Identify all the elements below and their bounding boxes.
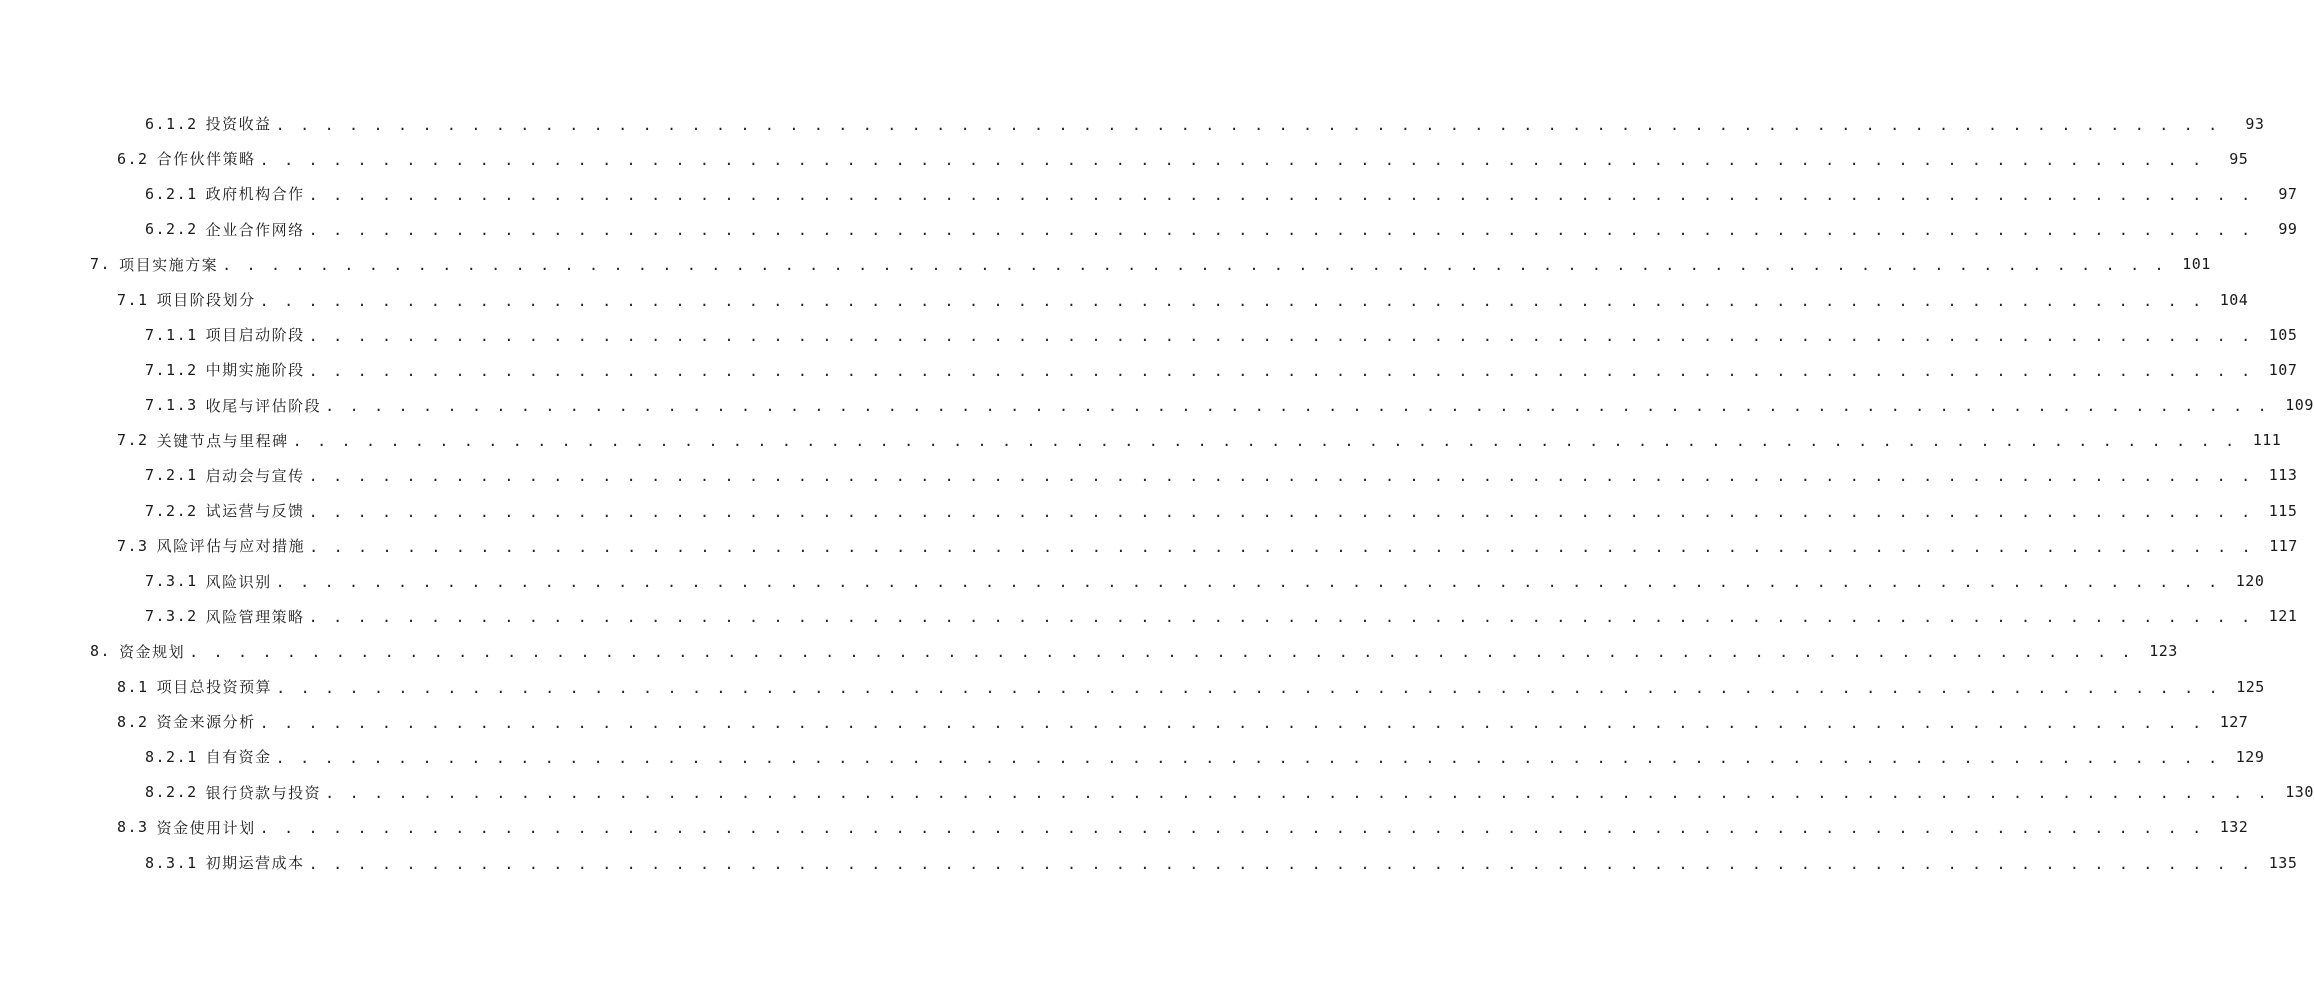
- toc-entry-page-number: 132: [2219, 818, 2249, 837]
- toc-entry-number: 7.1.2: [145, 360, 198, 379]
- toc-entry[interactable]: [0, 106, 2265, 141]
- toc-entry-number: 8.3.1: [145, 853, 198, 872]
- toc-entry-page-number: 113: [2268, 466, 2298, 485]
- toc-entry-number: 8.2: [117, 712, 149, 731]
- toc-entry-page-number: 115: [2268, 501, 2298, 520]
- toc-entry-number: 8.3: [117, 818, 149, 837]
- toc-entry[interactable]: [0, 176, 2298, 211]
- dot-leader: . . . . . . . . . . . . . . . . . . . . . . . . . . . . . . . . . . . . . . . . . . . . . . . . . . . . . . . . . . . . . . . . . . . . . . . . . . . . . . . .: [325, 784, 2270, 803]
- toc-entry-title: 投资收益: [205, 115, 272, 134]
- toc-entry-page-number: 104: [2219, 290, 2249, 309]
- dot-leader: . . . . . . . . . . . . . . . . . . . . . . . . . . . . . . . . . . . . . . . . . . . . . . . . . . . . . . . . . . . . . . . . . . . . . . . . . . . . . . . .: [308, 608, 2254, 627]
- toc-entry[interactable]: [0, 739, 2265, 774]
- dot-leader: . . . . . . . . . . . . . . . . . . . . . . . . . . . . . . . . . . . . . . . . . . . . . . . . . . . . . . . . . . . . . . . . . . . . . . . . . . . . . . . .: [275, 573, 2221, 592]
- toc-entry-title: 关键节点与里程碑: [156, 431, 289, 450]
- toc-entry-number: 8.2.2: [145, 783, 198, 802]
- toc-entry-title: 资金来源分析: [156, 713, 256, 732]
- toc-entry-number: 6.2.2: [145, 220, 198, 239]
- toc-entry-title: 政府机构合作: [205, 185, 305, 204]
- toc-entry-number: 7.3.2: [145, 607, 198, 626]
- dot-leader: . . . . . . . . . . . . . . . . . . . . . . . . . . . . . . . . . . . . . . . . . . . . . . . . . . . . . . . . . . . . . . . . . . . . . . . . . . . . . . . .: [325, 397, 2270, 416]
- toc-entry[interactable]: [0, 458, 2298, 493]
- toc-entry[interactable]: [0, 704, 2249, 739]
- toc-entry-number: 7.2.2: [145, 501, 198, 520]
- toc-entry-title: 初期运营成本: [205, 854, 305, 873]
- toc-entry-number: 7.: [90, 255, 112, 274]
- toc-entry-page-number: 99: [2278, 220, 2298, 239]
- toc-entry-number: 6.1.2: [145, 114, 198, 133]
- dot-leader: . . . . . . . . . . . . . . . . . . . . . . . . . . . . . . . . . . . . . . . . . . . . . . . . . . . . . . . . . . . . . . . . . . . . . . . . . . . . . . . .: [276, 678, 2221, 697]
- toc-entry-title: 启动会与宣传: [205, 466, 305, 485]
- toc-entry-title: 风险管理策略: [205, 607, 305, 626]
- toc-entry-number: 7.3.1: [145, 572, 198, 591]
- toc-entry-title: 项目启动阶段: [205, 326, 305, 345]
- dot-leader: . . . . . . . . . . . . . . . . . . . . . . . . . . . . . . . . . . . . . . . . . . . . . . . . . . . . . . . . . . . . . . . . . . . . . . . . . . . . . . . .: [259, 713, 2205, 732]
- toc-entry[interactable]: [0, 141, 2249, 176]
- toc-entry-page-number: 109: [2285, 396, 2314, 415]
- toc-entry[interactable]: [0, 599, 2298, 634]
- toc-entry-title: 中期实施阶段: [205, 361, 305, 380]
- dot-leader: . . . . . . . . . . . . . . . . . . . . . . . . . . . . . . . . . . . . . . . . . . . . . . . . . . . . . . . . . . . . . . . . . . . . . . . . . . . . . . . .: [308, 502, 2254, 521]
- toc-entry-title: 自有资金: [205, 748, 272, 767]
- toc-entry-page-number: 121: [2268, 607, 2298, 626]
- toc-entry[interactable]: [0, 493, 2298, 528]
- dot-leader: . . . . . . . . . . . . . . . . . . . . . . . . . . . . . . . . . . . . . . . . . . . . . . . . . . . . . . . . . . . . . . . . . . . . . . . . . . . . . . . .: [189, 643, 2134, 662]
- toc-entry-page-number: 93: [2245, 114, 2265, 133]
- toc-entry-page-number: 101: [2182, 255, 2211, 274]
- toc-entry-page-number: 130: [2285, 783, 2314, 802]
- toc-entry-number: 7.3: [117, 536, 149, 555]
- dot-leader: . . . . . . . . . . . . . . . . . . . . . . . . . . . . . . . . . . . . . . . . . . . . . . . . . . . . . . . . . . . . . . . . . . . . . . . . . . . . . . . .: [308, 221, 2254, 240]
- toc-entry-title: 银行贷款与投资: [205, 783, 322, 802]
- toc-entry-page-number: 95: [2229, 149, 2249, 168]
- dot-leader: . . . . . . . . . . . . . . . . . . . . . . . . . . . . . . . . . . . . . . . . . . . . . . . . . . . . . . . . . . . . . . . . . . . . . . . . . . . . . . . .: [308, 854, 2254, 873]
- toc-entry-page-number: 107: [2268, 360, 2298, 379]
- toc-entry[interactable]: [0, 669, 2265, 704]
- dot-leader: . . . . . . . . . . . . . . . . . . . . . . . . . . . . . . . . . . . . . . . . . . . . . . . . . . . . . . . . . . . . . . . . . . . . . . . . . . . . . . . .: [292, 432, 2238, 451]
- toc-entry-title: 项目总投资预算: [156, 678, 273, 697]
- toc-entry-number: 7.2: [117, 431, 149, 450]
- toc-entry-title: 企业合作网络: [205, 220, 305, 239]
- toc-entry-page-number: 97: [2278, 184, 2298, 203]
- toc-entry[interactable]: [0, 845, 2298, 880]
- toc-entry-number: 8.1: [117, 677, 149, 696]
- toc-entry[interactable]: [0, 212, 2298, 247]
- toc-entry-title: 风险识别: [205, 572, 272, 591]
- toc-entry-number: 7.1: [117, 290, 149, 309]
- toc-entry[interactable]: [0, 282, 2249, 317]
- toc-entry[interactable]: [0, 352, 2298, 387]
- toc-entry-page-number: 120: [2235, 572, 2265, 591]
- toc-entry[interactable]: [0, 423, 2282, 458]
- toc-entry-number: 8.: [90, 642, 112, 661]
- toc-entry[interactable]: [0, 247, 2211, 282]
- table-of-contents: [0, 106, 2314, 880]
- toc-entry-page-number: 117: [2269, 536, 2298, 555]
- toc-entry-number: 6.2.1: [145, 184, 198, 203]
- toc-entry-title: 试运营与反馈: [205, 502, 305, 521]
- toc-entry-number: 7.1.3: [145, 396, 198, 415]
- toc-entry-page-number: 127: [2219, 712, 2249, 731]
- toc-entry-page-number: 123: [2149, 642, 2178, 661]
- toc-entry-page-number: 105: [2268, 325, 2298, 344]
- toc-entry-number: 8.2.1: [145, 747, 198, 766]
- toc-entry-title: 项目阶段划分: [156, 291, 256, 310]
- dot-leader: . . . . . . . . . . . . . . . . . . . . . . . . . . . . . . . . . . . . . . . . . . . . . . . . . . . . . . . . . . . . . . . . . . . . . . . . . . . . . . . .: [275, 115, 2221, 134]
- toc-entry-title: 风险评估与应对措施: [156, 537, 306, 556]
- dot-leader: . . . . . . . . . . . . . . . . . . . . . . . . . . . . . . . . . . . . . . . . . . . . . . . . . . . . . . . . . . . . . . . . . . . . . . . . . . . . . . . .: [222, 256, 2167, 275]
- dot-leader: . . . . . . . . . . . . . . . . . . . . . . . . . . . . . . . . . . . . . . . . . . . . . . . . . . . . . . . . . . . . . . . . . . . . . . . . . . . . . . . .: [308, 361, 2254, 380]
- toc-entry[interactable]: [0, 528, 2298, 563]
- toc-entry-page-number: 129: [2235, 747, 2265, 766]
- toc-entry-number: 6.2: [117, 149, 149, 168]
- toc-entry[interactable]: [0, 810, 2249, 845]
- dot-leader: . . . . . . . . . . . . . . . . . . . . . . . . . . . . . . . . . . . . . . . . . . . . . . . . . . . . . . . . . . . . . . . . . . . . . . . . . . . . . . . .: [308, 326, 2254, 345]
- toc-entry-page-number: 111: [2252, 431, 2282, 450]
- dot-leader: . . . . . . . . . . . . . . . . . . . . . . . . . . . . . . . . . . . . . . . . . . . . . . . . . . . . . . . . . . . . . . . . . . . . . . . . . . . . . . . .: [275, 748, 2221, 767]
- toc-entry[interactable]: [0, 563, 2265, 598]
- dot-leader: . . . . . . . . . . . . . . . . . . . . . . . . . . . . . . . . . . . . . . . . . . . . . . . . . . . . . . . . . . . . . . . . . . . . . . . . . . . . . . . .: [308, 185, 2254, 204]
- toc-entry-page-number: 125: [2236, 677, 2265, 696]
- toc-entry-number: 7.2.1: [145, 466, 198, 485]
- toc-entry-title: 项目实施方案: [119, 255, 219, 274]
- dot-leader: . . . . . . . . . . . . . . . . . . . . . . . . . . . . . . . . . . . . . . . . . . . . . . . . . . . . . . . . . . . . . . . . . . . . . . . . . . . . . . . .: [309, 537, 2254, 556]
- dot-leader: . . . . . . . . . . . . . . . . . . . . . . . . . . . . . . . . . . . . . . . . . . . . . . . . . . . . . . . . . . . . . . . . . . . . . . . . . . . . . . . .: [259, 819, 2205, 838]
- toc-entry[interactable]: [0, 634, 2178, 669]
- toc-entry-page-number: 135: [2268, 853, 2298, 872]
- toc-entry-title: 资金使用计划: [156, 818, 256, 837]
- toc-entry-title: 合作伙伴策略: [156, 150, 256, 169]
- dot-leader: . . . . . . . . . . . . . . . . . . . . . . . . . . . . . . . . . . . . . . . . . . . . . . . . . . . . . . . . . . . . . . . . . . . . . . . . . . . . . . . .: [259, 150, 2205, 169]
- toc-entry-title: 收尾与评估阶段: [205, 396, 322, 415]
- toc-entry-title: 资金规划: [119, 642, 186, 661]
- dot-leader: . . . . . . . . . . . . . . . . . . . . . . . . . . . . . . . . . . . . . . . . . . . . . . . . . . . . . . . . . . . . . . . . . . . . . . . . . . . . . . . .: [308, 467, 2254, 486]
- toc-entry[interactable]: [0, 775, 2314, 810]
- toc-entry[interactable]: [0, 317, 2298, 352]
- toc-entry[interactable]: [0, 388, 2314, 423]
- dot-leader: . . . . . . . . . . . . . . . . . . . . . . . . . . . . . . . . . . . . . . . . . . . . . . . . . . . . . . . . . . . . . . . . . . . . . . . . . . . . . . . .: [259, 291, 2205, 310]
- toc-entry-number: 7.1.1: [145, 325, 198, 344]
